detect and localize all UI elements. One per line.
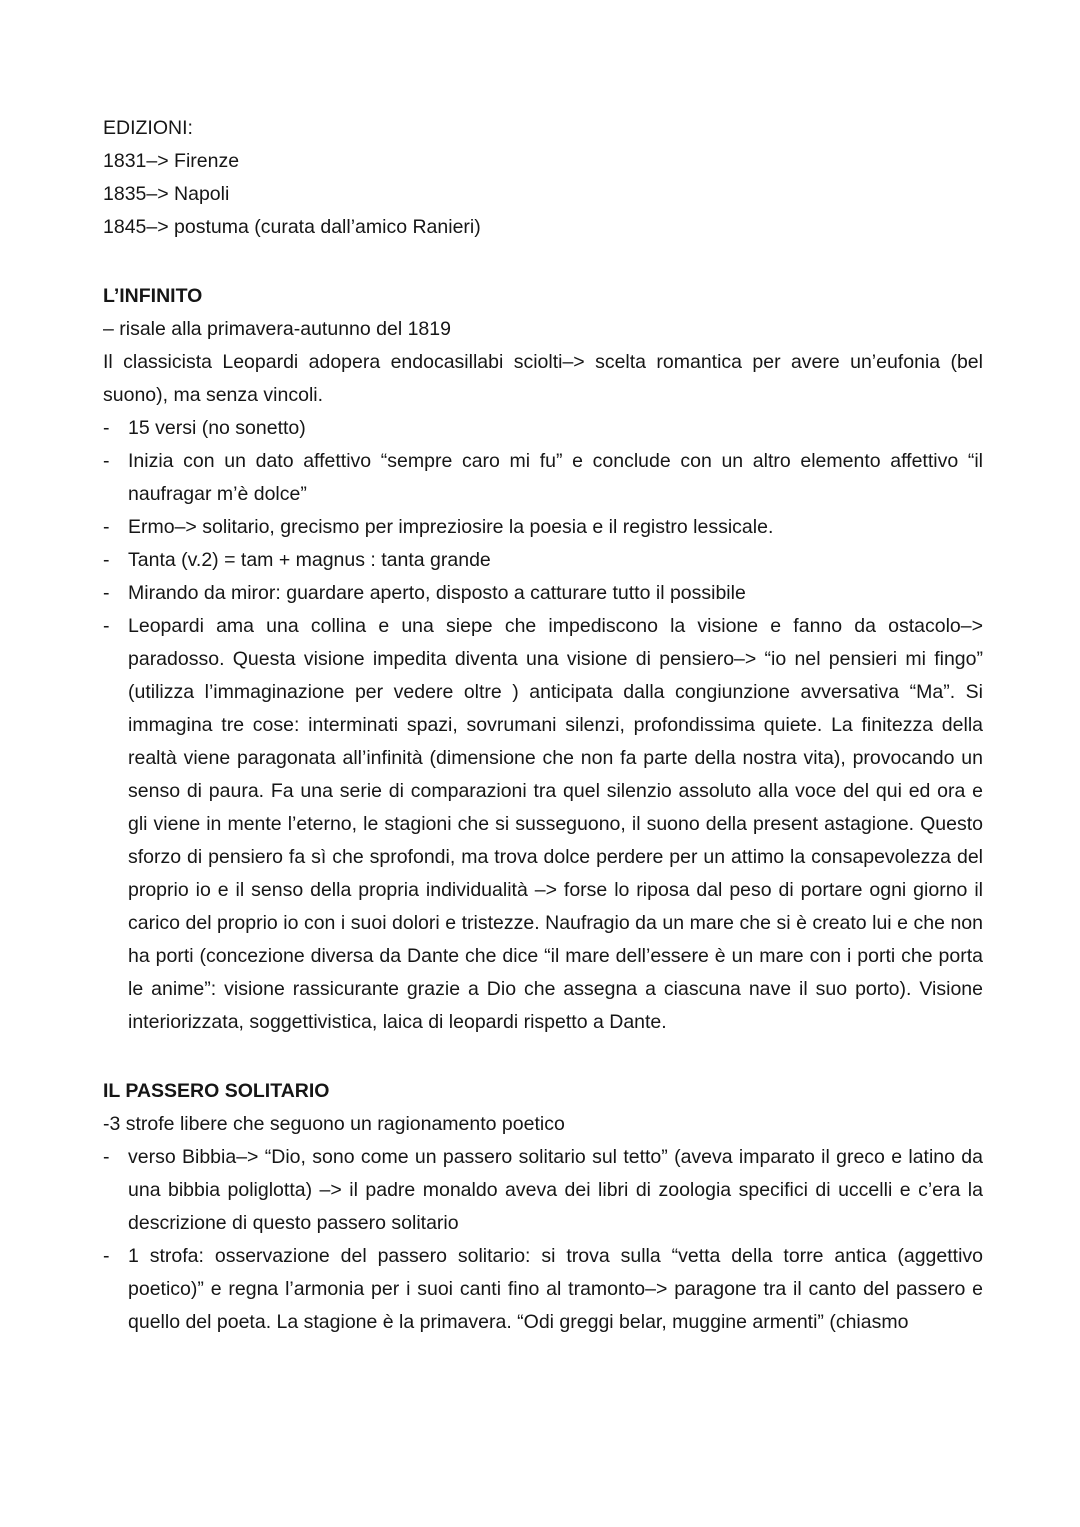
bullet-dash: - [103,615,110,637]
edizioni-heading: EDIZIONI: [103,117,193,139]
list-item [103,577,983,610]
bullet-dash: - [103,417,110,439]
bullet-dash: - [103,1146,110,1168]
list-item [103,511,983,544]
edizioni-line-1845: 1845–> postuma (curata dall’amico Ranieri) [103,216,481,238]
bullet-dash: - [103,1245,110,1267]
section-edizioni [103,112,983,244]
bullet-text: 15 versi (no sonetto) [128,417,306,439]
bullet-dash: - [103,582,110,604]
bullet-text: Tanta (v.2) = tam + magnus : tanta grande [128,549,491,571]
infinito-subtitle: – risale alla primavera-autunno del 1819 [103,318,451,340]
list-item [103,445,983,511]
section-passero [103,1075,983,1339]
passero-bullet-list [103,1141,983,1339]
bullet-text: Ermo–> solitario, grecismo per impreziosire la poesia e il registro lessicale. [128,516,774,538]
bullet-text: Inizia con un dato affettivo “sempre caro mi fu” e conclude con un altro elemento affettivo “il naufragar m’è dolce” [128,450,983,505]
bullet-text: Leopardi ama una collina e una siepe che impediscono la visione e fanno da ostacolo–> paradosso. Questa visione impedita diventa una visione di pensiero–> “io nel pensieri mi fingo” (utilizza l’immaginazione per vedere oltre ) anticipata dalla congiunzione avversativa “Ma”. Si immagina tre cose: interminati spazi, sovrumani silenzi, profondissima quiete. La finitezza della realtà viene paragonata all’infinità (dimensione che non fa parte della nostra vita), provocando un senso di paura. Fa una serie di comparazioni tra quel silenzio assoluto alla voce del qui ed ora e gli viene in mente l’eterno, le stagioni che si susseguono, il suono della present astagione. Questo sforzo di pensiero fa sì che sprofondi, ma trova dolce perdere per un attimo la consapevolezza del proprio io e il senso della propria individualità –> forse lo riposa dal peso di portare ogni giorno il carico del proprio io con i suoi dolori e tristezze. Naufragio da un mare che si è creato lui e che non ha porti (concezione diversa da Dante che dice “il mare dell’essere è un mare con i porti che porta le anime”: visione rassicurante grazie a Dio che assegna a ciascuna nave il suo porto). Visione interiorizzata, soggettivistica, laica di leopardi rispetto a Dante. [128,615,983,1033]
edizioni-line-1831: 1831–> Firenze [103,150,240,172]
bullet-dash: - [103,450,110,472]
infinito-intro: Il classicista Leopardi adopera endocasillabi sciolti–> scelta romantica per avere un’eufonia (bel suono), ma senza vincoli. [103,351,983,406]
bullet-text: 1 strofa: osservazione del passero solitario: si trova sulla “vetta della torre antica (aggettivo poetico)” e regna l’armonia per i suoi canti fino al tramonto–> paragone tra il canto del passero e quello del poeta. La stagione è la primavera. “Odi greggi belar, muggine armenti” (chiasmo [128,1245,983,1333]
edizioni-line-1835: 1835–> Napoli [103,183,230,205]
bullet-dash: - [103,516,110,538]
list-item [103,1141,983,1240]
bullet-text: verso Bibbia–> “Dio, sono come un passero solitario sul tetto” (aveva imparato il greco e latino da una bibbia poliglotta) –> il padre monaldo aveva dei libri di zoologia specifici di uccelli e c’era la descrizione di questo passero solitario [128,1146,983,1234]
bullet-text: Mirando da miror: guardare aperto, disposto a catturare tutto il possibile [128,582,746,604]
infinito-bullet-list [103,412,983,1039]
passero-title: IL PASSERO SOLITARIO [103,1080,330,1102]
passero-subtitle: -3 strofe libere che seguono un ragionamento poetico [103,1113,565,1135]
bullet-dash: - [103,549,110,571]
section-infinito [103,280,983,1039]
list-item [103,610,983,1039]
infinito-title: L’INFINITO [103,285,203,307]
list-item [103,1240,983,1339]
list-item [103,412,983,445]
list-item [103,544,983,577]
